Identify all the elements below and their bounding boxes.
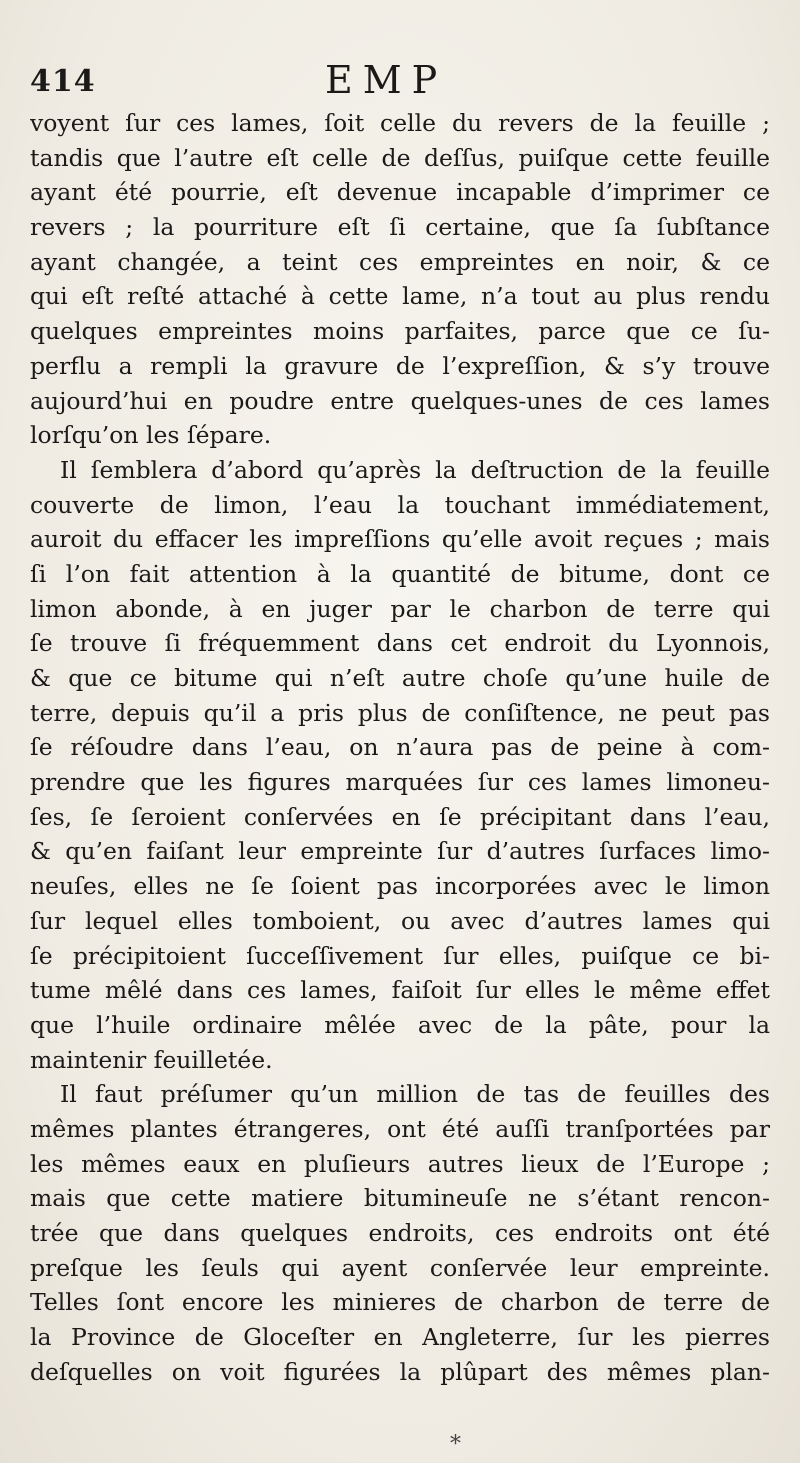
page-number: 414	[30, 64, 96, 99]
text-line: auroit du effacer les impreſſions qu’elle avoit reçues ; mais	[30, 525, 770, 554]
text-line: Il ſemblera d’abord qu’après la deſtruction de la feuille	[60, 455, 770, 484]
text-line: ſi l’on fait attention à la quantité de bitume, dont ce	[30, 559, 770, 588]
text-line: aujourd’hui en poudre entre quelques-unes de ces lames	[30, 386, 770, 415]
paragraph-2	[30, 453, 770, 1077]
text-line: tandis que l’autre eſt celle de deſſus, puiſque cette feuille	[30, 143, 770, 172]
text-line: voyent ſur ces lames, ſoit celle du revers de la feuille ;	[30, 109, 770, 137]
text-line: terre, depuis qu’il a pris plus de conſiſtence, ne peut pas	[30, 698, 770, 727]
text-line: lorſqu’on les ſépare.	[30, 421, 272, 450]
text-line: qui eſt reſté attaché à cette lame, n’a tout au plus rendu	[30, 282, 770, 311]
text-line: deſquelles on voit figurées la plûpart des mêmes plan-	[30, 1357, 770, 1386]
text-line: mais que cette matiere bitumineuſe ne s’étant rencon-	[30, 1184, 770, 1213]
text-line: trée que dans quelques endroits, ces endroits ont été	[30, 1219, 770, 1247]
text-line: tume mêlé dans ces lames, faiſoit ſur elles le même effet	[30, 976, 770, 1005]
text-line: maintenir feuilletée.	[30, 1045, 273, 1074]
text-line: Telles ſont encore les minieres de charbon de terre de	[30, 1288, 770, 1317]
text-line: & qu’en faiſant leur empreinte ſur d’autres ſurfaces limo-	[30, 837, 770, 866]
page-header	[30, 58, 780, 104]
text-line: revers ; la pourriture eſt ſi certaine, que ſa ſubſtance	[30, 213, 770, 242]
paragraph-1	[30, 106, 770, 453]
body-text	[30, 106, 770, 1389]
text-line: limon abonde, à en juger par le charbon de terre qui	[30, 594, 770, 623]
text-line: Il faut préſumer qu’un million de tas de feuilles des	[60, 1080, 770, 1109]
running-head: EMP	[325, 58, 448, 102]
text-line: quelques empreintes moins parfaites, parce que ce ſu-	[30, 317, 770, 346]
text-line: la Province de Gloceſter en Angleterre, ſur les pierres	[30, 1323, 770, 1352]
text-line: ſe précipitoient ſucceſſivement ſur elles, puiſque ce bi-	[30, 941, 770, 970]
text-line: ſur lequel elles tomboient, ou avec d’autres lames qui	[30, 906, 770, 935]
text-line: prendre que les figures marquées ſur ces lames limoneu-	[30, 768, 770, 797]
paragraph-3	[30, 1077, 770, 1389]
text-line: mêmes plantes étrangeres, ont été auſſi tranſportées par	[30, 1114, 770, 1143]
text-line: perflu a rempli la gravure de l’expreſſion, & s’y trouve	[30, 351, 770, 380]
text-line: ayant changée, a teint ces empreintes en noir, & ce	[30, 247, 770, 276]
text-line: ſes, ſe ſeroient conſervées en ſe précipitant dans l’eau,	[30, 802, 770, 831]
text-line: ayant été pourrie, eſt devenue incapable d’imprimer ce	[30, 178, 770, 207]
text-line: & que ce bitume qui n’eſt autre choſe qu’une huile de	[30, 664, 770, 692]
text-line: que l’huile ordinaire mêlée avec de la pâte, pour la	[30, 1010, 770, 1039]
text-line: les mêmes eaux en pluſieurs autres lieux de l’Europe ;	[30, 1149, 770, 1178]
text-line: ſe réſoudre dans l’eau, on n’aura pas de peine à com-	[30, 733, 770, 762]
text-line: preſque les ſeuls qui ayent conſervée leur empreinte.	[30, 1253, 770, 1282]
text-line: ſe trouve ſi fréquemment dans cet endroit du Lyonnois,	[30, 629, 770, 658]
footer-mark: *	[450, 1432, 461, 1457]
text-line: couverte de limon, l’eau la touchant immédiatement,	[30, 490, 770, 519]
text-line: neuſes, elles ne ſe ſoient pas incorporées avec le limon	[30, 872, 770, 901]
